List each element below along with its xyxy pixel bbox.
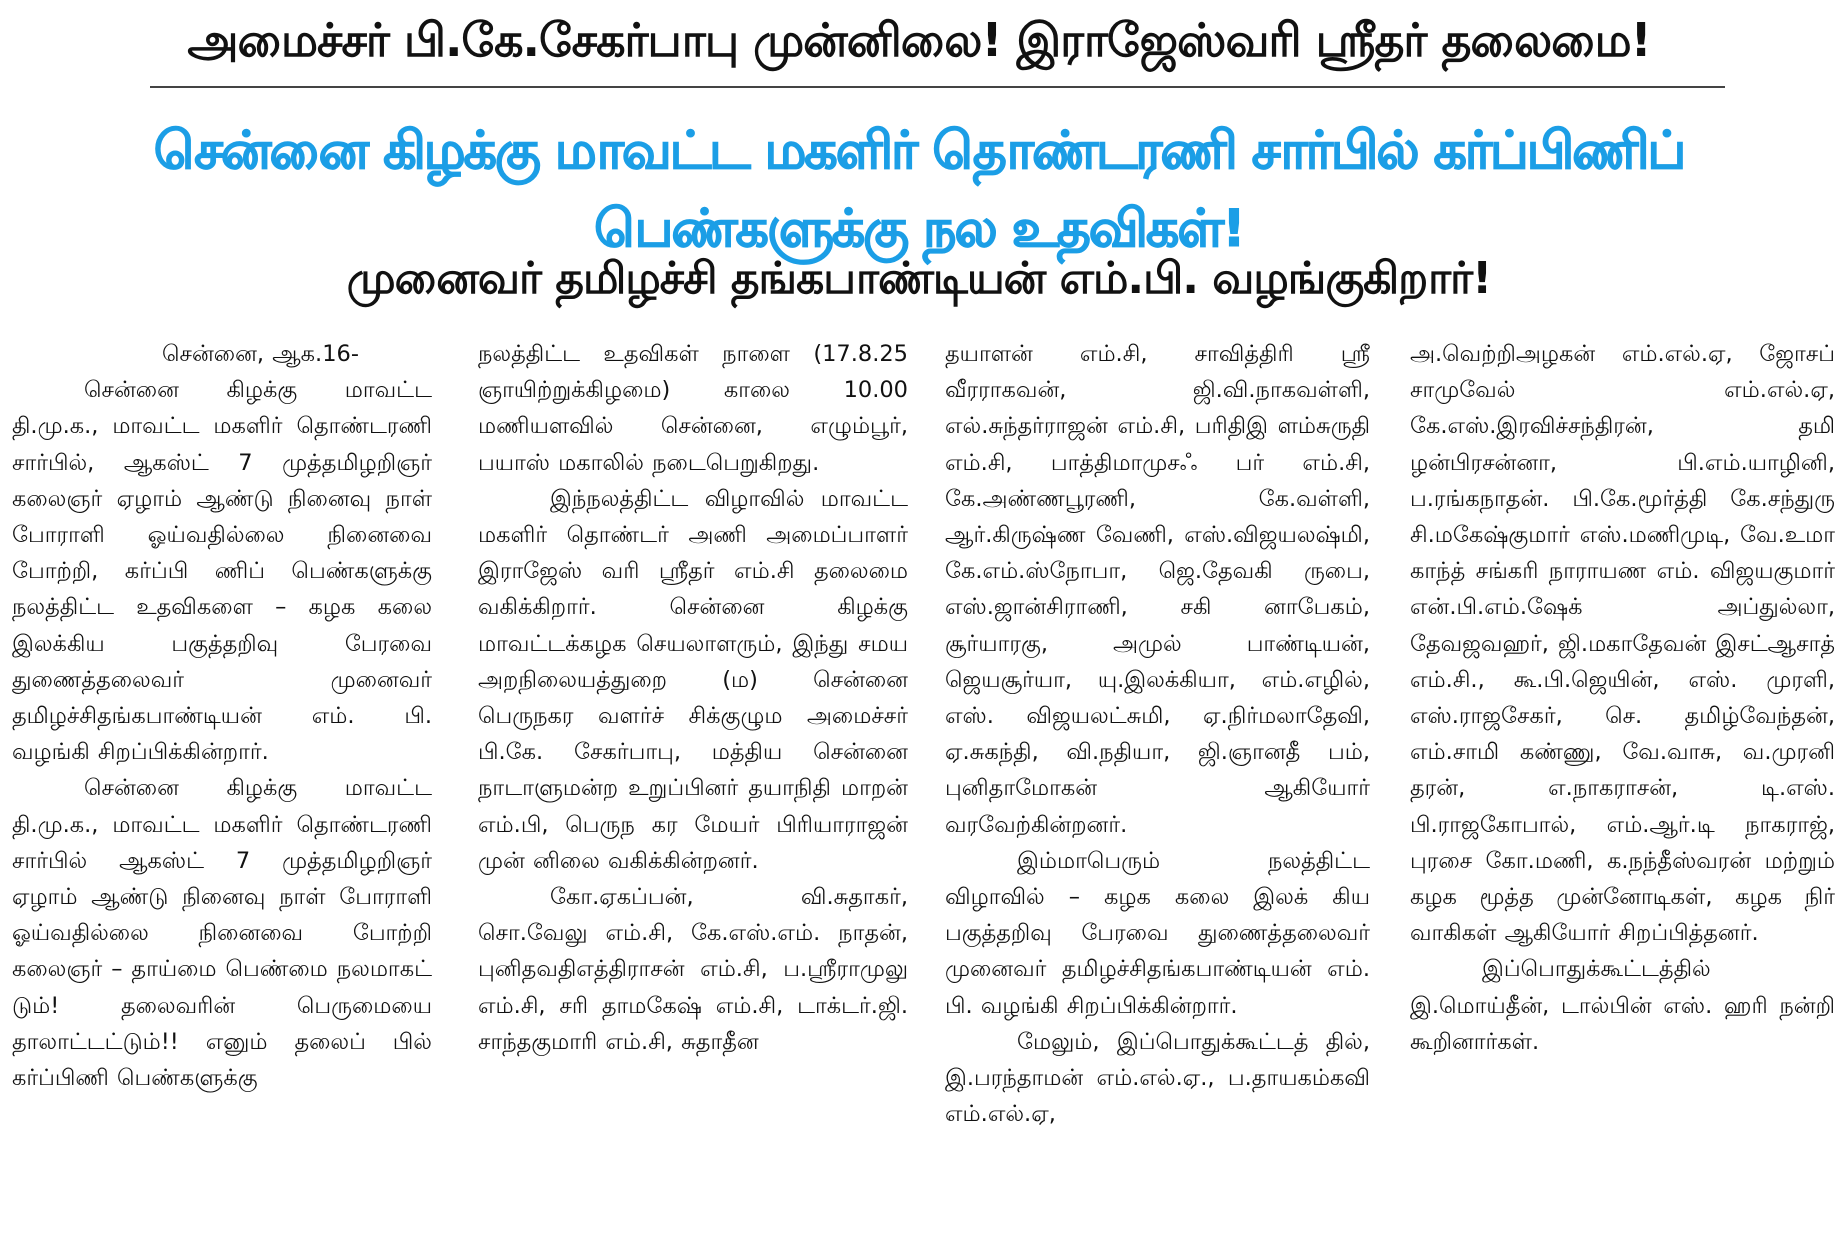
article-paragraph: சென்னை கிழக்கு மாவட்ட தி.மு.க., மாவட்ட மகளிர் தொண்டரணி சார்பில், ஆகஸ்ட் 7 முத்தமிழறிஞர் கலைஞர் ஏழாம் ஆண்டு நினைவு நாள் போராளி ஓய்வதில்லை நினைவை போற்றி, கர்ப்பி ணிப் பெண்களுக்கு நலத்திட்ட உதவிகளை – கழக கலை இலக்கிய பகுத்தறிவு பேரவை துணைத்தலைவர் முனைவர் தமிழச்சிதங்கபாண்டியன் எம். பி. வழங்கி சிறப்பிக்கின்றார்.	[12, 377, 432, 766]
article-column-4	[1410, 336, 1835, 1060]
main-headline: சென்னை கிழக்கு மாவட்ட மகளிர் தொண்டரணி சார்பில் கர்ப்பிணிப் பெண்களுக்கு நல உதவிகள்!	[153, 121, 1685, 259]
article-paragraph-continued: அ.வெற்றிஅழகன் எம்.எல்.ஏ, ஜோசப் சாமுவேல் எம்.எல்.ஏ, கே.எஸ்.இரவிச்சந்திரன், தமி ழன்பிரசன்னா, பி.எம்.யாழினி, ப.ரங்கநாதன். பி.கே.மூர்த்தி கே.சந்துரு சி.மகேஷ்குமார் எஸ்.மணிமுடி, வே.உமா காந்த் சங்கரி நாராயண எம். விஜயகுமார் என்.பி.எம்.ஷேக் அப்துல்லா, தேவஜவஹர், ஜி.மகாதேவன் இசட்ஆசாத் எம்.சி., கூ.பி.ஜெயின், எஸ். முரளி, எஸ்.ராஜசேகர், செ. தமிழ்வேந்தன், எம்.சாமி கண்ணு, வே.வாசு, வ.முரனி தரன், எ.நாகராசன், டி.எஸ். பி.ராஜகோபால், எம்.ஆர்.டி நாகராஜ், புரசை கோ.மணி, க.நந்தீஸ்வரன் மற்றும் கழக மூத்த முன்னோடிகள், கழக நிர் வாகிகள் ஆகியோர் சிறப்பித்தனர்.	[1410, 341, 1835, 947]
article-paragraph: இப்பொதுக்கூட்டத்தில் இ.மொய்தீன், டால்பின் எஸ். ஹரி நன்றி கூறினார்கள்.	[1410, 956, 1835, 1055]
article-paragraph: கோ.ஏகப்பன், வி.சுதாகர், சொ.வேலு எம்.சி, கே.எஸ்.எம். நாதன், புனிதவதிஎத்திராசன் எம்.சி, ப.ஸ்ரீராமுலு எம்.சி, சரி தாமகேஷ் எம்.சி, டாக்டர்.ஜி. சாந்தகுமாரி எம்.சி, சுதாதீன	[478, 884, 908, 1055]
sub-headline: முனைவர் தமிழச்சி தங்கபாண்டியன் எம்.பி. வழங்குகிறார்!	[346, 253, 1492, 304]
dateline: சென்னை, ஆக.16-	[162, 341, 359, 367]
article-column-2	[478, 336, 908, 1060]
article-paragraph: இந்நலத்திட்ட விழாவில் மாவட்ட மகளிர் தொண்டர் அணி அமைப்பாளர் இராஜேஸ் வரி ஸ்ரீதர் எம்.சி தலைமை வகிக்கிறார். சென்னை கிழக்கு மாவட்டக்கழக செயலாளரும், இந்து சமய அறநிலையத்துறை (ம) சென்னை பெருநகர வளர்ச் சிக்குழும அமைச்சர் பி.கே. சேகர்பாபு, மத்திய சென்னை நாடாளுமன்ற உறுப்பினர் தயாநிதி மாறன் எம்.பி, பெருந கர மேயர் பிரியாராஜன் முன் னிலை வகிக்கின்றனர்.	[478, 485, 908, 874]
kicker-headline: அமைச்சர் பி.கே.சேகர்பாபு முன்னிலை! இராஜேஸ்வரி ஸ்ரீதர் தலைமை!	[187, 13, 1651, 67]
article-paragraph: சென்னை கிழக்கு மாவட்ட தி.மு.க., மாவட்ட மகளிர் தொண்டரணி சார்பில் ஆகஸ்ட் 7 முத்தமிழறிஞர் ஏழாம் ஆண்டு நினைவு நாள் போராளி ஓய்வதில்லை நினைவை போற்றி கலைஞர் – தாய்மை பெண்மை நலமாகட் டும்! தலைவரின் பெருமையை தாலாட்டட்டும்!! எனும் தலைப் பில் கர்ப்பிணி பெண்களுக்கு	[12, 775, 432, 1092]
article-paragraph: மேலும், இப்பொதுக்கூட்டத் தில், இ.பரந்தாமன் எம்.எல்.ஏ., ப.தாயகம்கவி எம்.எல்.ஏ,	[945, 1028, 1370, 1128]
article-paragraph: இம்மாபெரும் நலத்திட்ட விழாவில் – கழக கலை இலக் கிய பகுத்தறிவு பேரவை துணைத்தலைவர் முனைவர் தமிழச்சிதங்கபாண்டியன் எம். பி. வழங்கி சிறப்பிக்கின்றார்.	[945, 847, 1370, 1019]
article-paragraph-continued: நலத்திட்ட உதவிகள் நாளை (17.8.25 ஞாயிற்றுக்கிழமை) காலை 10.00 மணியளவில் சென்னை, எழும்பூர், பயாஸ் மகாலில் நடைபெறுகிறது.	[478, 341, 908, 476]
article-column-3	[945, 336, 1370, 1132]
article-body	[0, 336, 1838, 1236]
article-column-1	[12, 336, 432, 1096]
article-paragraph-continued: தயாளன் எம்.சி, சாவித்திரி ஸ்ரீ வீரராகவன், ஜி.வி.நாகவள்ளி, எல்.சுந்தர்ராஜன் எம்.சி, பரிதிஇ ளம்சுருதி எம்.சி, பாத்திமாமுசஃ பர் எம்.சி, கே.அண்ணபூரணி, கே.வள்ளி, ஆர்.கிருஷ்ண வேணி, எஸ்.விஜயலஷ்மி, கே.எம்.ஸ்நோபா, ஜெ.தேவகி ருபை, எஸ்.ஜான்சிராணி, சகி னாபேகம், சூர்யாரகு, அமுல் பாண்டியன், ஜெயசூர்யா, யு.இலக்கியா, எம்.எழில், எஸ். விஜயலட்சுமி, ஏ.நிர்மலாதேவி, ஏ.சுகந்தி, வி.நதியா, ஜி.ஞானதீ பம், புனிதாமோகன் ஆகியோர் வரவேற்கின்றனர்.	[945, 341, 1370, 838]
kicker-divider	[150, 86, 1725, 88]
